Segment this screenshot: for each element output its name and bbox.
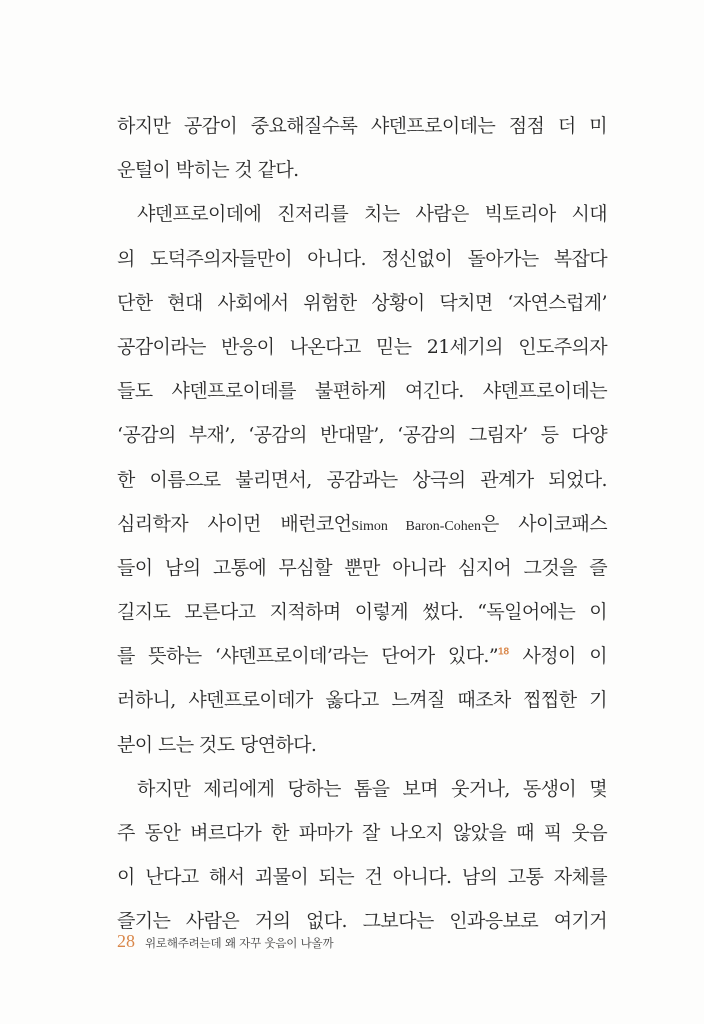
text-line: 이 난다고 해서 괴물이 되는 건 아니다. 남의 고통 자체를 <box>117 866 607 889</box>
page-number: 28 <box>117 931 135 951</box>
text-line: 샤덴프로이데에 진저리를 치는 사람은 빅토리아 시대 <box>137 203 607 226</box>
text-line: 길지도 모른다고 지적하며 이렇게 썼다. “독일어에는 이 <box>117 601 607 624</box>
text-line: 들도 샤덴프로이데를 불편하게 여긴다. 샤덴프로이데는 <box>117 380 607 403</box>
text-line: 공감이라는 반응이 나온다고 믿는 21세기의 인도주의자 <box>117 335 607 358</box>
text-line: 즐기는 사람은 거의 없다. 그보다는 인과응보로 여기거 <box>117 910 607 933</box>
text-line: 주 동안 벼르다가 한 파마가 잘 나오지 않았을 때 픽 웃음 <box>117 822 607 844</box>
text-segment: 사정이 이 <box>509 645 607 668</box>
text-line <box>117 634 607 678</box>
text-line: ‘공감의 부재’, ‘공감의 반대말’, ‘공감의 그림자’ 등 다양 <box>117 424 607 447</box>
running-title: 위로해주려는데 왜 자꾸 웃음이 나올까 <box>145 936 334 950</box>
text-segment: 심리학자 사이먼 배런코언 <box>117 512 352 535</box>
text-line: 러하니, 샤덴프로이데가 옳다고 느껴질 때조차 찝찝한 기 <box>117 689 607 712</box>
text-segment: 은 사이코패스 <box>480 512 608 535</box>
text-line: 한 이름으로 불리면서, 공감과는 상극의 관계가 되었다. <box>117 468 607 491</box>
page-footer <box>117 931 333 955</box>
latin-name: Simon Baron-Cohen <box>351 518 481 534</box>
text-line: 하지만 제리에게 당하는 톰을 보며 웃거나, 동생이 몇 <box>137 777 607 800</box>
text-line: 들이 남의 고통에 무심할 뿐만 아니라 심지어 그것을 즐 <box>117 556 607 579</box>
text-line <box>117 502 607 546</box>
text-line: 운털이 박히는 것 같다. <box>117 159 299 182</box>
body-text <box>117 104 607 944</box>
text-line: 의 도덕주의자들만이 아니다. 정신없이 돌아가는 복잡다 <box>117 247 607 270</box>
text-line: 하지만 공감이 중요해질수록 샤덴프로이데는 점점 더 미 <box>117 115 607 137</box>
text-line: 분이 드는 것도 당연하다. <box>117 733 317 756</box>
text-segment: 를 뜻하는 ‘샤덴프로이데’라는 단어가 있다.” <box>117 645 498 668</box>
text-line: 단한 현대 사회에서 위험한 상황이 닥치면 ‘자연스럽게’ <box>117 291 607 314</box>
footnote-marker: 18 <box>497 646 510 658</box>
